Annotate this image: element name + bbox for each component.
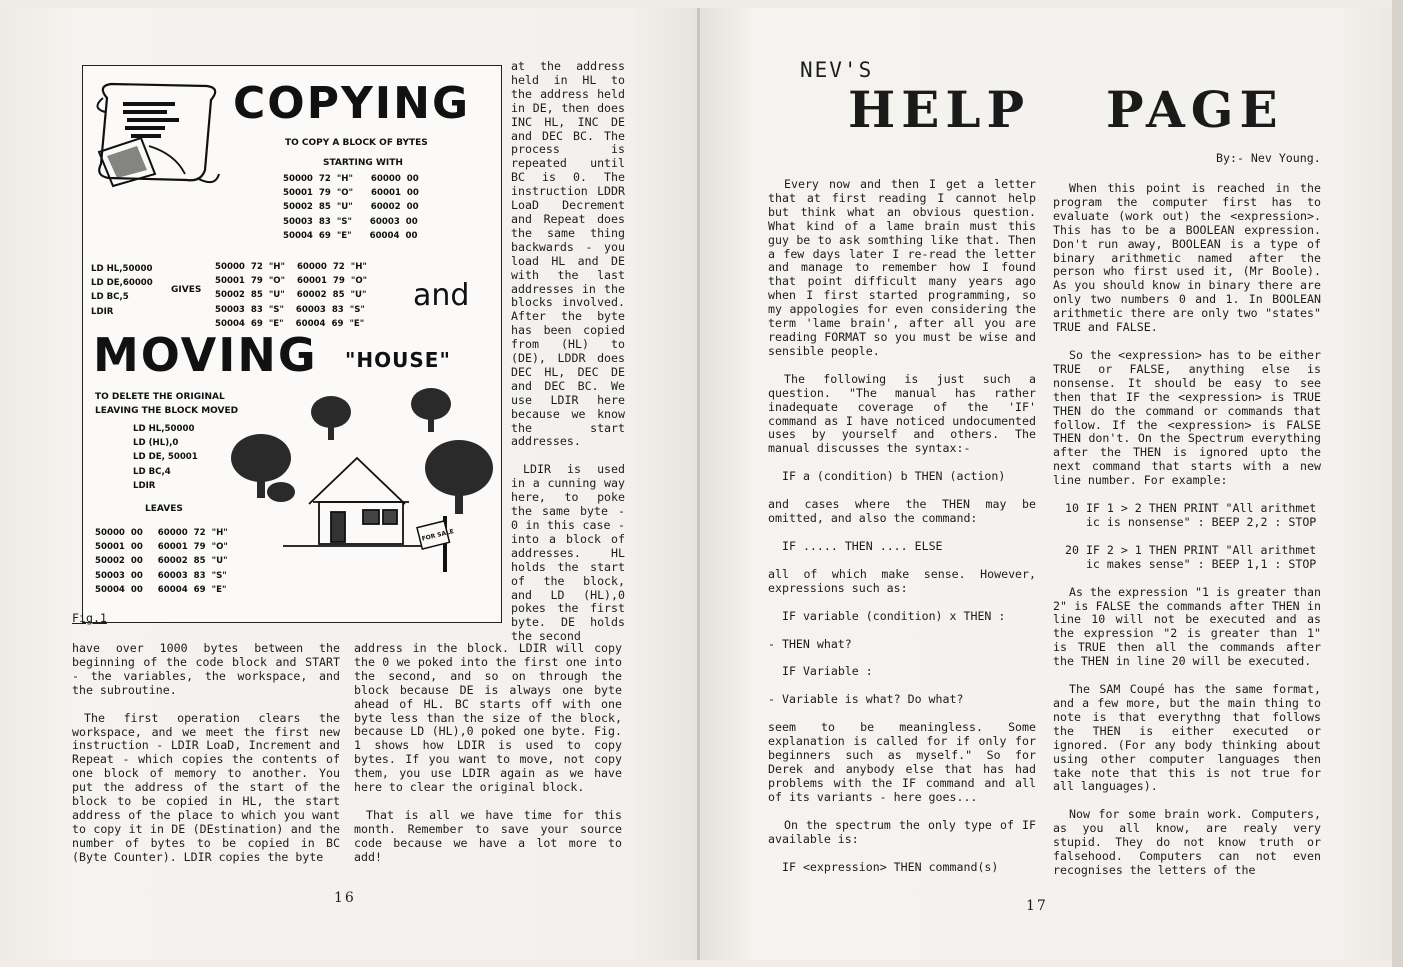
gives-label: GIVES — [171, 285, 202, 295]
code-line: IF <expression> THEN command(s) — [782, 859, 999, 874]
delete-line-1: TO DELETE THE ORIGINAL — [95, 392, 225, 402]
figure-label: Fig.1 — [72, 611, 107, 625]
code-line: 10 IF 1 > 2 THEN PRINT "All arithmet ic is nonsense" : BEEP 2,2 : STOP — [1065, 501, 1317, 529]
house-trees-illustration — [223, 384, 501, 580]
paragraph: at the address held in HL to the address held in DE, then does INC HL, INC DE and DEC BC. The process is repeated until BC is 0. The instruction LDDR LoaD Decrement and Repeat does the same thing backwards - you load HL and DE with the last addresses in the blocks involved. After the byte has been copied from (HL) to (DE), LDDR does DEC HL, DEC DE and DEC BC. We use LDIR here because we know the start addresses. — [511, 59, 625, 449]
paragraph: LDIR is used in a cunning way here, to poke the same byte - 0 in this case - into a block of addresses. HL holds the start of the block, and LD (HL),0 pokes the first byte. DE holds the second — [511, 462, 625, 644]
copy-code: LD HL,50000 LD DE,60000 LD BC,5 LDIR — [91, 264, 153, 317]
paragraph: The SAM Coupé has the same format, and a few more, but the main thing to note is that everythng that follows the THEN is either executed or ignored. (For any body thinking about using other computer languages then take note that this is not true for all languages). — [1053, 682, 1321, 794]
leaves-memory-table: 50000 00 60000 72 "H" 50001 00 60001 79 "O" 50002 00 60002 85 "U" 50003 00 60003 83 "S" 50004 00 60004 69 "E" — [95, 528, 228, 595]
page-edge — [1392, 0, 1403, 967]
left-page-bottom-right-column — [354, 642, 622, 865]
code-line: IF Variable : — [782, 664, 873, 679]
byline: By:- Nev Young. — [1216, 151, 1321, 165]
scroll-computer-illustration — [89, 78, 229, 193]
paragraph: and cases where the THEN may be omitted, and also the command: — [768, 497, 1036, 526]
delete-line-2: LEAVING THE BLOCK MOVED — [95, 406, 239, 416]
paragraph: As the expression "1 is greater than 2" is FALSE the commands after THEN in line 10 will not be executed and as the expression "2 is greater than 1" is TRUE then all the commands after the THEN in line 20 will be executed. — [1053, 584, 1321, 669]
book-gutter — [697, 8, 700, 960]
starting-with-label: STARTING WITH — [323, 158, 403, 168]
figure-copying-moving — [82, 65, 502, 623]
code-line: 20 IF 2 > 1 THEN PRINT "All arithmet ic makes sense" : BEEP 1,1 : STOP — [1065, 542, 1317, 571]
paragraph: Every now and then I get a letter that at first reading I cannot help but think what an obvious question. What kind of a lame brain must this guy be to ask somthing like that. Then a few days later I re-read the letter and manage to remember how I found that point difficult many years ago when I first started programming, so my appologies for even considering the term 'lame brain', after all you are reading FORMAT so you must be wise and sensible people. — [768, 177, 1036, 358]
paragraph: address in the block. LDIR will copy the 0 we poked into the first one into the second, and so on through the block because DE is always one byte ahead of HL. BC starts off with one byte less than the size of the block, because LD (HL),0 poked one byte. Fig. 1 shows how LDIR is used to copy bytes. If you want to move, not copy them, you use LDIR again as we have here to clear the original block. — [354, 641, 622, 795]
paragraph: seem to be meaningless. Some explanation is called for if only for beginners such as myself." So for Derek and anybody else that has had problems with the IF command and all of its variants - here goes... — [768, 720, 1036, 804]
page-heading: PAGE — [1106, 80, 1284, 139]
paragraph: Now for some brain work. Computers, as you all know, are realy very stupid. They do not know truth or falsehood. Computers can not even recognises the letters of the — [1053, 807, 1321, 877]
copying-title: COPYING — [233, 78, 471, 129]
start-memory-table: 50000 72 "H" 60000 00 50001 79 "O" 60001 00 50002 85 "U" 60002 00 50003 83 "S" 60003 00 50004 69 "E" 60004 00 — [283, 174, 419, 241]
leaves-label: LEAVES — [145, 504, 183, 514]
paragraph: The following is just such a question. "The manual has rather inadequate coverage of the 'IF' command as I have noticed undocumented uses by yourself and others. The manual discusses the syntax:- — [768, 371, 1036, 456]
move-code: LD HL,50000 LD (HL),0 LD DE, 50001 LD BC,4 LDIR — [133, 424, 198, 491]
left-page-right-column — [511, 60, 625, 644]
code-line: IF variable (condition) x THEN : — [782, 608, 1006, 623]
gives-memory-table: 50000 72 "H" 60000 72 "H" 50001 79 "O" 60001 79 "O" 50002 85 "U" 60002 85 "U" 50003 83 "S" 60003 83 "S" 50004 69 "E" 60004 69 "E" — [215, 262, 368, 329]
page-number-17: 17 — [1026, 898, 1048, 914]
paragraph: all of which make sense. However, expressions such as: — [768, 566, 1036, 595]
paragraph: When this point is reached in the program the computer first has to evaluate (work out) the <expression>. This has to be a BOOLEAN expression. Don't run away, BOOLEAN is a type of binary arithmetic named after the person who first used it, (Mr Boole). As you should know in binary there are only two numbers 0 and 1. In BOOLEAN arithmetic there are only two "states" TRUE and FALSE. — [1053, 181, 1321, 335]
house-title: "HOUSE" — [345, 348, 451, 372]
right-page-column-2 — [1053, 182, 1321, 878]
page-number-16: 16 — [334, 890, 356, 906]
paragraph: So the <expression> has to be either TRUE or FALSE, anything else is nonsense. It should be easy to see then that IF the <expression> is TRUE THEN do the command or commands that follow. If the <expression> is FALSE THEN don't. On the Spectrum everything after the THEN is ignored upto the next command that starts with a new line number. For example: — [1053, 347, 1321, 488]
code-line: IF a (condition) b THEN (action) — [782, 469, 1006, 484]
code-line: - THEN what? — [768, 636, 852, 651]
paragraph: That is all we have time for this month. Remember to save your source code because we have a lot more to add! — [354, 807, 622, 864]
paragraph: The first operation clears the workspace, and we meet the first new instruction - LDIR LoaD, Increment and Repeat - which copies the contents of one block of memory to another. You put the address of the start of the block to be copied in HL, the start address of the place to which you want to copy it in DE (DEstination) and the number of bytes to be copied in BC (Byte Counter). LDIR copies the byte — [72, 710, 340, 864]
moving-title: MOVING — [93, 328, 318, 382]
for-sale-sign-text: FOR SALE — [421, 527, 455, 543]
code-line: IF ..... THEN .... ELSE — [782, 538, 943, 553]
nevs-heading: NEV'S — [800, 58, 874, 82]
and-word: and — [413, 278, 470, 313]
left-page-bottom-left-column — [72, 642, 340, 865]
paragraph: have over 1000 bytes between the beginning of the code block and START - the variables, the workspace, and the subroutine. — [72, 641, 340, 697]
copy-subtitle: TO COPY A BLOCK OF BYTES — [285, 138, 428, 148]
help-heading: HELP — [848, 80, 1031, 139]
paragraph: On the spectrum the only type of IF available is: — [768, 817, 1036, 846]
code-line: - Variable is what? Do what? — [768, 692, 964, 707]
right-page-column-1 — [768, 178, 1036, 874]
